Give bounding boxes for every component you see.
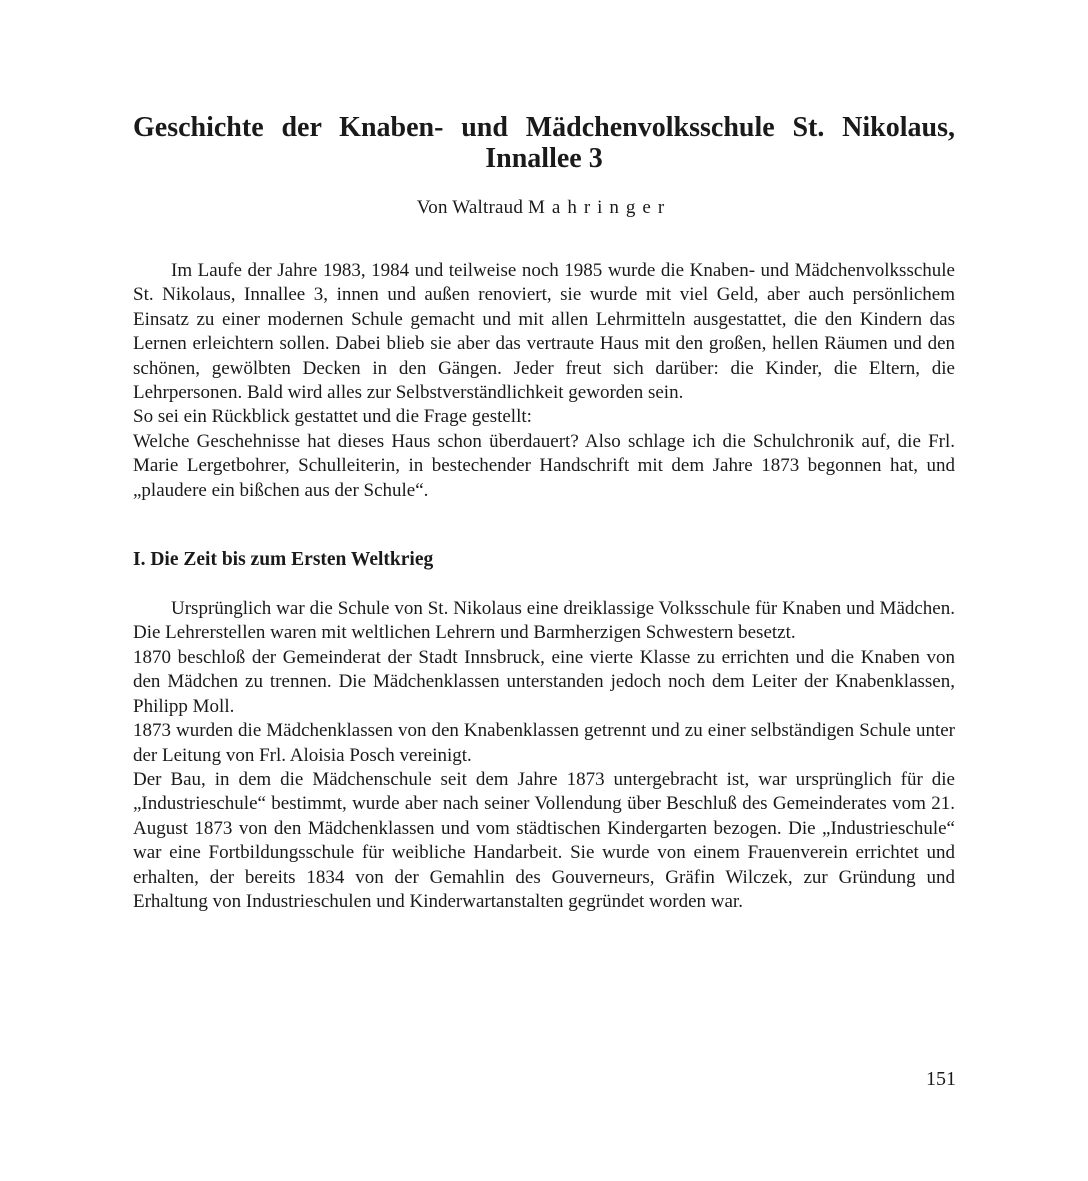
author-line	[133, 197, 955, 219]
page-title	[133, 112, 955, 174]
title-line-2: Innallee 3	[485, 143, 603, 174]
intro-section	[133, 259, 955, 503]
title-line-1: Geschichte der Knaben- und Mädchenvolksschule St. Nikolaus,	[133, 112, 955, 143]
section-paragraph-2: 1870 beschloß der Gemeinderat der Stadt Innsbruck, eine vierte Klasse zu errichten und die Knaben von den Mädchen zu trennen. Die Mädchenklassen unterstanden jedoch noch dem Leiter der Knabenklassen, Philipp Moll.	[133, 646, 955, 717]
author-surname: Mahringer	[528, 197, 672, 218]
page-number: 151	[926, 1068, 956, 1090]
section-paragraph-3: 1873 wurden die Mädchenklassen von den Knabenklassen getrennt und zu einer selbständigen Schule unter der Leitung von Frl. Aloisia Posch vereinigt.	[133, 720, 955, 766]
intro-paragraph-1: Im Laufe der Jahre 1983, 1984 und teilweise noch 1985 wurde die Knaben- und Mädchenvolksschule St. Nikolaus, Innallee 3, innen und außen renoviert, sie wurde mit viel Geld, aber auch persönlichem Einsatz zu einer modernen Schule gemacht und mit allen Lehrmitteln ausgestattet, die den Kindern das Lernen erleichtern sollen. Dabei blieb sie aber das vertraute Haus mit den großen, hellen Räumen und den schönen, gewölbten Decken in den Gängen. Jeder freut sich darüber: die Kinder, die Eltern, die Lehrpersonen. Bald wird alles zur Selbstverständlichkeit geworden sein.	[133, 260, 955, 404]
author-prefix: Von Waltraud	[416, 197, 524, 218]
intro-paragraph-3: Welche Geschehnisse hat dieses Haus schon überdauert? Also schlage ich die Schulchronik auf, die Frl. Marie Lergetbohrer, Schulleiterin, in bestechender Handschrift mit dem Jahre 1873 begonnen hat, und „plaudere ein bißchen aus der Schule“.	[133, 430, 955, 501]
section-paragraph-1: Ursprünglich war die Schule von St. Nikolaus eine dreiklassige Volksschule für Knaben und Mädchen. Die Lehrerstellen waren mit weltlichen Lehrern und Barmherzigen Schwestern besetzt.	[133, 598, 955, 644]
section-heading: I. Die Zeit bis zum Ersten Weltkrieg	[133, 549, 434, 571]
document-page	[133, 112, 955, 914]
section-paragraph-4: Der Bau, in dem die Mädchenschule seit dem Jahre 1873 untergebracht ist, war ursprünglich für die „Industrieschule“ bestimmt, wurde aber nach seiner Vollendung über Beschluß des Gemeinderates vom 21. August 1873 von den Mädchenklassen und vom städtischen Kindergarten bezogen. Die „Industrieschule“ war eine Fortbildungsschule für weibliche Handarbeit. Sie wurde von einem Frauenverein errichtet und erhalten, der bereits 1834 von der Gemahlin des Gouverneurs, Gräfin Wilczek, zur Gründung und Erhaltung von Industrieschulen und Kinderwartanstalten gegründet worden war.	[133, 768, 955, 912]
intro-paragraph-2: So sei ein Rückblick gestattet und die Frage gestellt:	[133, 406, 532, 428]
section-body	[133, 597, 955, 914]
